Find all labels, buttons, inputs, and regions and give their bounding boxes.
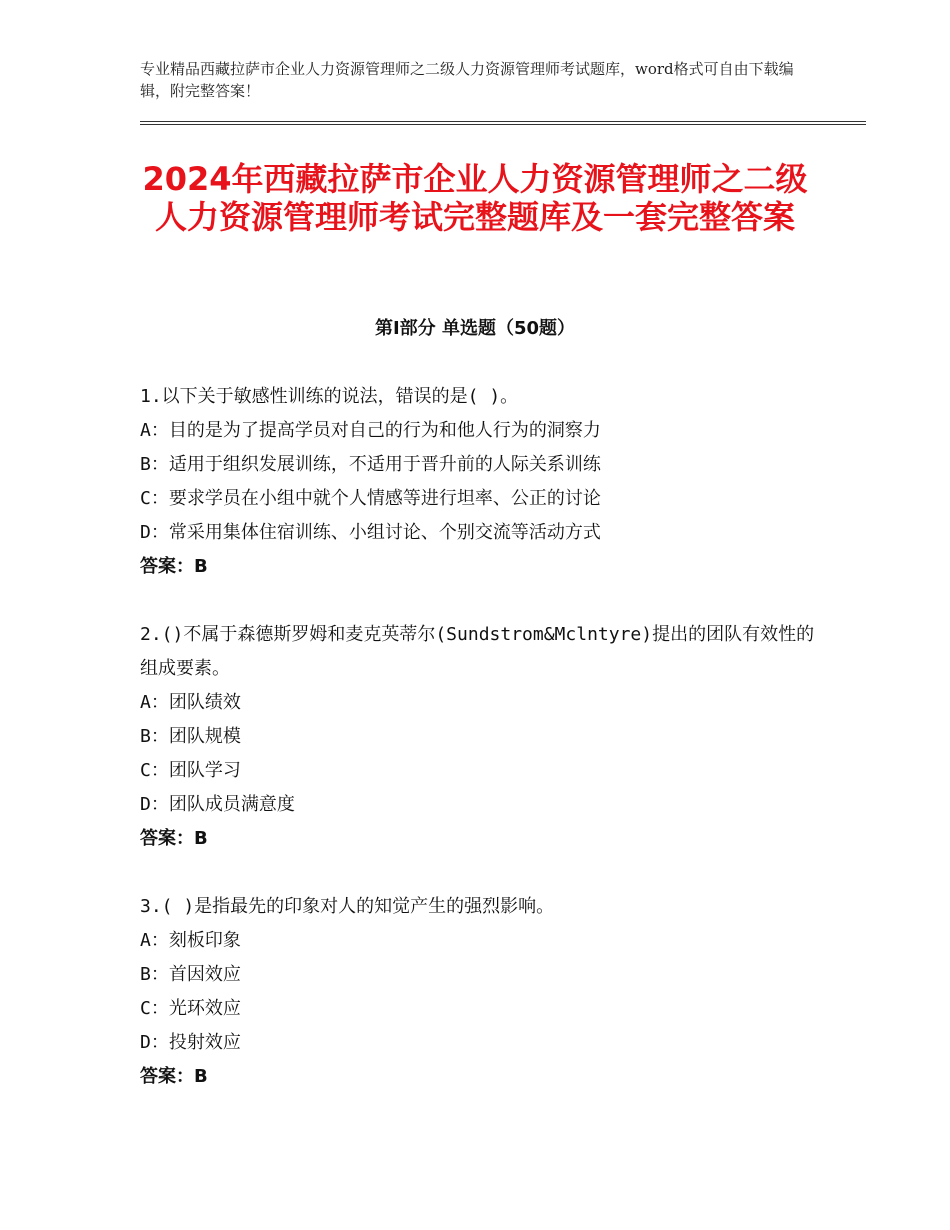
document-title: 2024年西藏拉萨市企业人力资源管理师之二级人力资源管理师考试完整题库及一套完整答案 [142,160,808,236]
question-option-b: B：首因效应 [140,964,241,985]
question-option-c: C：要求学员在小组中就个人情感等进行坦率、公正的讨论 [140,488,601,509]
header-divider-secondary [140,124,866,125]
question-option-d: D：团队成员满意度 [140,794,295,815]
question-stem: 1.以下关于敏感性训练的说法，错误的是( )。 [140,386,519,407]
question-option-a: A：团队绩效 [140,692,241,713]
question-item [140,618,820,856]
question-item [140,380,820,584]
question-stem: 3.( )是指最先的印象对人的知觉产生的强烈影响。 [140,896,555,917]
question-option-d: D：常采用集体住宿训练、小组讨论、个别交流等活动方式 [140,522,601,543]
question-option-b: B：团队规模 [140,726,241,747]
header-note: 专业精品西藏拉萨市企业人力资源管理师之二级人力资源管理师考试题库，word格式可自由下载编辑，附完整答案！ [140,60,794,100]
question-option-c: C：光环效应 [140,998,241,1019]
question-option-c: C：团队学习 [140,760,241,781]
question-answer: 答案：B [140,1066,208,1087]
question-item [140,890,820,1094]
question-answer: 答案：B [140,556,208,577]
section-title: 第Ⅰ部分 单选题（50题） [374,318,575,339]
question-answer: 答案：B [140,828,208,849]
question-option-a: A：目的是为了提高学员对自己的行为和他人行为的洞察力 [140,420,601,441]
question-option-b: B：适用于组织发展训练，不适用于晋升前的人际关系训练 [140,454,601,475]
header-divider [140,121,866,122]
question-option-a: A：刻板印象 [140,930,241,951]
question-option-d: D：投射效应 [140,1032,241,1053]
question-stem: 2.()不属于森德斯罗姆和麦克英蒂尔(Sundstrom&Mclntyre)提出的团队有效性的组成要素。 [140,624,815,679]
question-list [140,380,820,1128]
